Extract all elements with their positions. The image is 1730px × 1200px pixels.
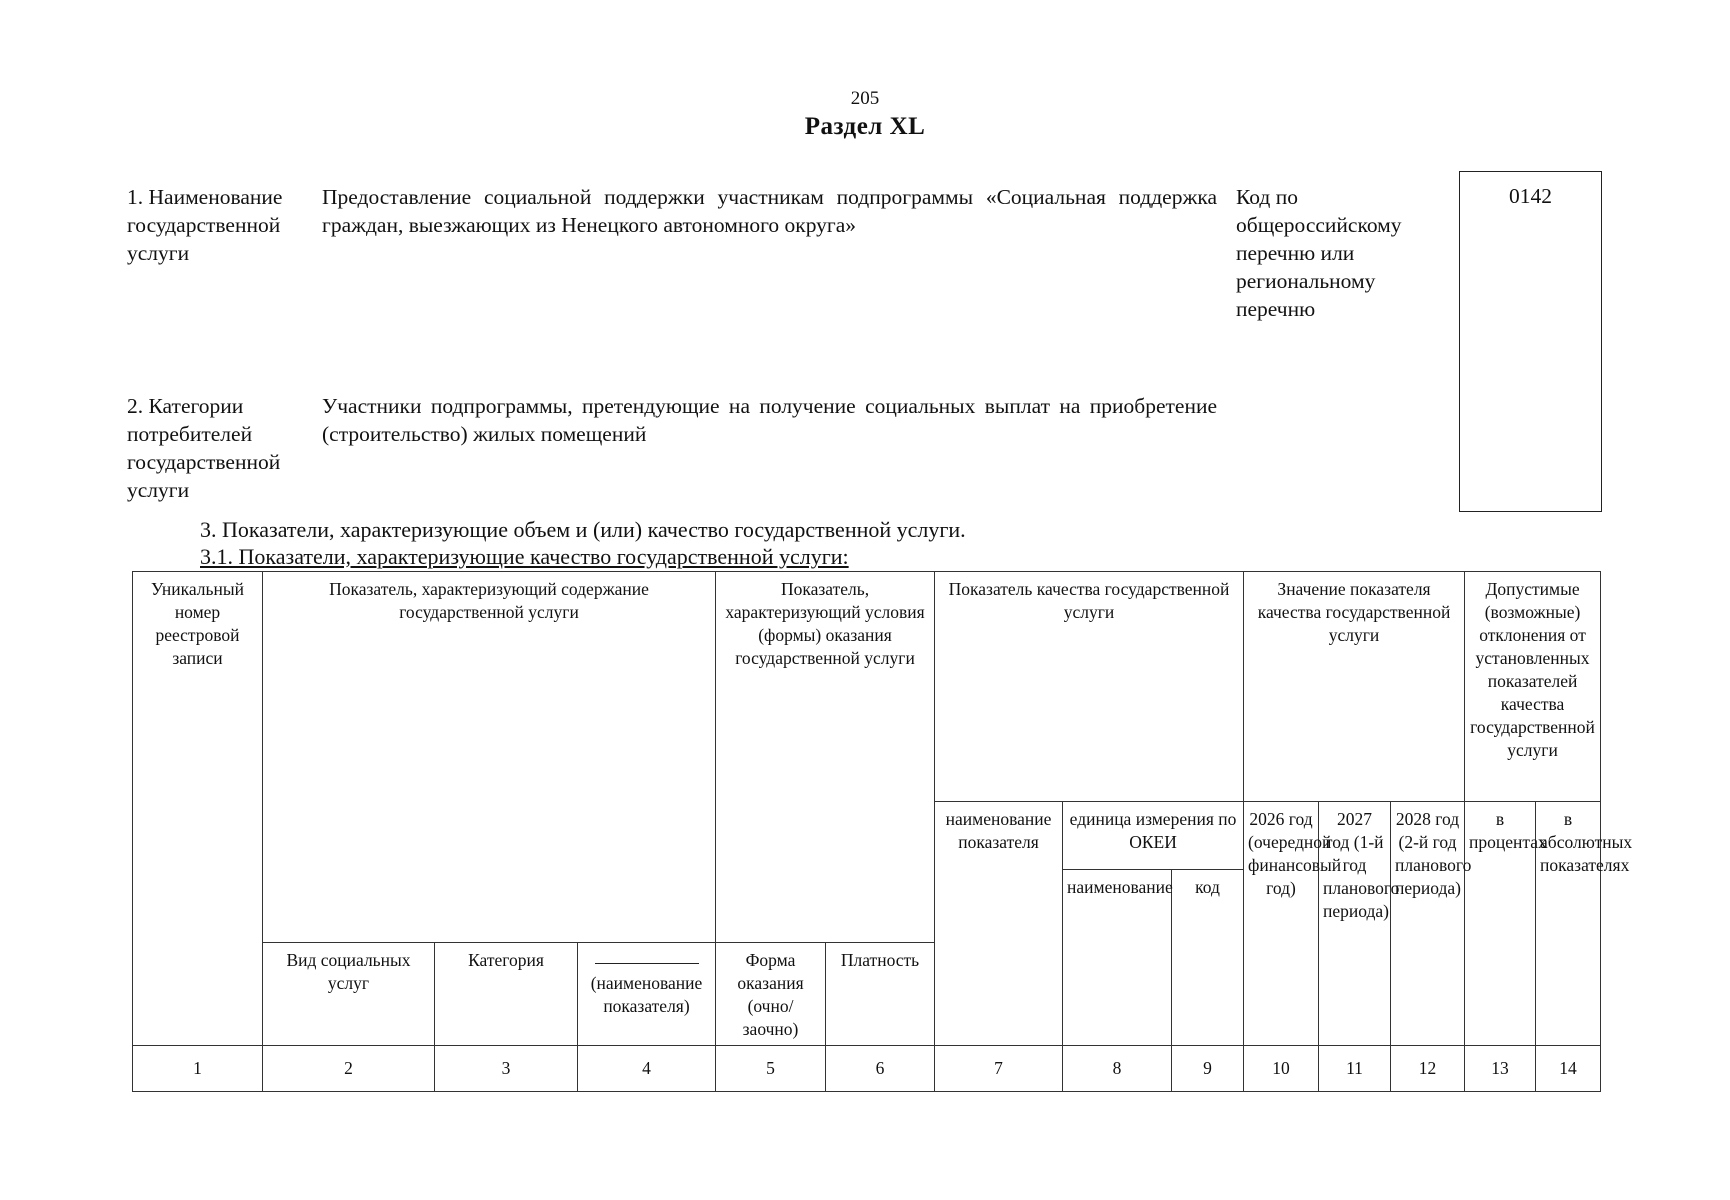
column-number: 8 <box>1063 1046 1172 1092</box>
item1-value: Предоставление социальной поддержки участникам подпрограммы «Социальная поддержка граждан, выезжающих из Ненецкого автономного округа» <box>322 185 1217 237</box>
header-indicator-value: Значение показателя качества государственной услуги <box>1244 572 1465 802</box>
header-indicator-name: наименование показателя <box>935 802 1063 1046</box>
heading-3-1: 3.1. Показатели, характеризующие качество государственной услуги: <box>200 544 849 569</box>
column-number: 9 <box>1172 1046 1244 1092</box>
header-service-kind: Вид социальных услуг <box>263 943 435 1046</box>
header-content-indicator: Показатель, характеризующий содержание государственной услуги <box>263 572 716 943</box>
code-value: 0142 <box>1509 184 1552 208</box>
header-unique-number: Уникальный номер реестровой записи <box>133 572 263 1046</box>
header-unit-code: код <box>1172 870 1244 1046</box>
column-number: 3 <box>435 1046 578 1092</box>
column-number: 10 <box>1244 1046 1319 1092</box>
code-label: Код по общероссийскому перечню или региональному перечню <box>1236 185 1402 321</box>
header-okei-unit: единица измерения по ОКЕИ <box>1063 802 1244 870</box>
code-box <box>1459 171 1602 512</box>
item1-label: 1. Наименование государственной услуги <box>127 185 283 265</box>
column-number: 13 <box>1465 1046 1536 1092</box>
column-number: 7 <box>935 1046 1063 1092</box>
header-quality-indicator: Показатель качества государственной услуги <box>935 572 1244 802</box>
blank-line <box>595 949 699 964</box>
header-category: Категория <box>435 943 578 1046</box>
item2-value: Участники подпрограммы, претендующие на получение социальных выплат на приобретение (строительство) жилых помещений <box>322 394 1217 446</box>
column-number: 12 <box>1391 1046 1465 1092</box>
header-unit-name: наименование <box>1063 870 1172 1046</box>
header-year-2028: 2028 год (2-й год планового периода) <box>1391 802 1465 1046</box>
header-payment: Платность <box>826 943 935 1046</box>
header-conditions-indicator: Показатель, характеризующий условия (формы) оказания государственной услуги <box>716 572 935 943</box>
quality-indicators-table <box>132 571 1633 1092</box>
column-number: 5 <box>716 1046 826 1092</box>
header-allowed-deviation: Допустимые (возможные) отклонения от установленных показателей качества государственной услуги <box>1465 572 1601 802</box>
header-in-percent: в процентах <box>1465 802 1536 1046</box>
header-named-indicator: (наименование показателя) <box>578 943 716 1046</box>
column-number: 11 <box>1319 1046 1391 1092</box>
section-title: Раздел XL <box>804 113 926 140</box>
header-in-absolute: в абсолютных показателях <box>1536 802 1601 1046</box>
page-number: 205 <box>850 88 880 109</box>
header-year-2027: 2027 год (1-й год планового периода) <box>1319 802 1391 1046</box>
column-number: 1 <box>133 1046 263 1092</box>
header-service-form: Форма оказания (очно/заочно) <box>716 943 826 1046</box>
column-number: 2 <box>263 1046 435 1092</box>
item2-label: 2. Категории потребителей государственной услуги <box>127 394 281 502</box>
heading-3: 3. Показатели, характеризующие объем и (или) качество государственной услуги. <box>200 517 966 542</box>
column-number: 6 <box>826 1046 935 1092</box>
column-number: 4 <box>578 1046 716 1092</box>
header-year-2026: 2026 год (очередной финансовый год) <box>1244 802 1319 1046</box>
column-number: 14 <box>1536 1046 1601 1092</box>
